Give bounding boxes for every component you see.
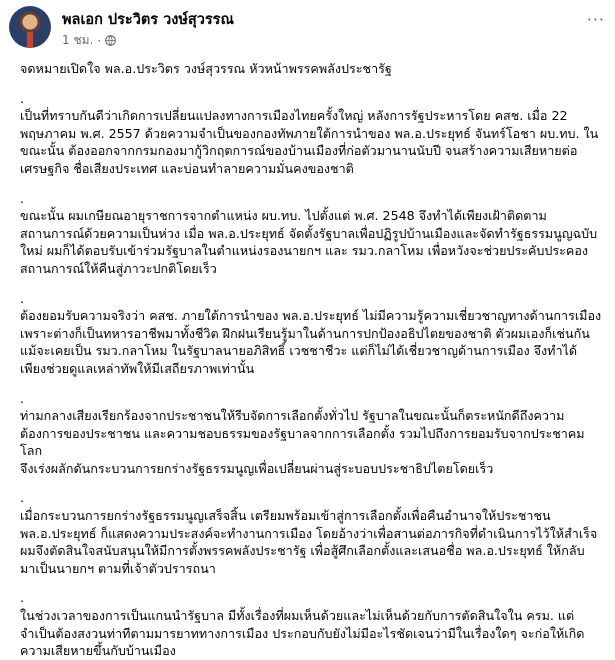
more-options-icon[interactable]: ··· xyxy=(586,10,605,29)
post-paragraph: . ขณะนั้น ผมเกษียณอายุราชการจากตำแหน่ง ผบ.ทบ. ไปตั้งแต่ พ.ศ. 2548 จึงทำได้เพียงเฝ้าติดตาม สถานการณ์ด้วยความเป็นห่วง เมื่อ พล.อ.ประยุทธ์ จัดตั้งรัฐบาลเพื่อปฏิรูปบ้านเมืองและจัดทำรัฐธรรมนูญฉบับ ใหม่ ผมก็ได้ตอบรับเข้าร่วมรัฐบาลในตำแหน่งรองนายกฯ และ รมว.กลาโหม เพื่อหวังจะช่วยประคับประคอง สถานการณ์ให้คืนสู่ภาวะปกติโดยเร็ว xyxy=(20,190,598,276)
post-paragraph: . ในช่วงเวลาของการเป็นแกนนำรัฐบาล มีทั้งเรื่องที่ผมเห็นด้วยและไม่เห็นด้วยกับการตัดสินใจใน ครม. แต่ จำเป็นต้องสงวนท่าทีตามมารยาททางการเมือง ประกอบกับยังไม่มีอะไรชัดเจนว่ามีในเรื่องใดๆ จะก่อให้เกิด ความเสียหายขึ้นกับบ้านเมือง xyxy=(20,590,585,659)
post-body xyxy=(20,60,605,660)
post-paragraph: . ท่ามกลางเสียงเรียกร้องจากประชาชนให้รีบจัดการเลือกตั้งทั่วไป รัฐบาลในขณะนั้นก็ตระหนักดีถึงความ ต้องการของประชาชน และความชอบธรรมของรัฐบาลจากการเลือกตั้ง รวมไปถึงการยอมรับจากประชาคมโลก จึงเร่งผลักดันกระบวนการยกร่างรัฐธรรมนูญเพื่อเปลี่ยนผ่านสู่ระบอบประชาธิปไตยโดยเร็ว xyxy=(20,390,585,476)
post-paragraph: . เป็นที่ทราบกันดีว่าเกิดการเปลี่ยนแปลงทางการเมืองไทยครั้งใหญ่ หลังการรัฐประหารโดย คสช. เมื่อ 22 พฤษภาคม พ.ศ. 2557 ด้วยความจำเป็นของกองทัพภายใต้การนำของ พล.อ.ประยุทธ์ จันทร์โอชา ผบ.ทบ. ใน ขณะนั้น ต้องออกจากกรมกองมากู้วิกฤตการณ์ของบ้านเมืองที่ก่อตัวมานานนับปี จนสร้างความเสียหายต่อ เศรษฐกิจ ชื่อเสียงประเทศ และบ่อนทำลายความมั่นคงของชาติ xyxy=(20,90,599,176)
post-paragraph: . ต้องยอมรับความจริงว่า คสช. ภายใต้การนำของ พล.อ.ประยุทธ์ ไม่มีความรู้ความเชี่ยวชาญทางด้านการเมือง เพราะต่างก็เป็นทหารอาชีพมาทั้งชีวิต ฝึกฝนเรียนรู้มาในด้านการปกป้องอธิปไตยของชาติ ตัวผมเองก็เช่นกัน แม้จะเคยเป็น รมว.กลาโหม ในรัฐบาลนายอภิสิทธิ์ เวชชาชีวะ แต่ก็ไม่ได้เชี่ยวชาญด้านการเมือง จึงทำได้ เพียงช่วยดูแลเหล่าทัพให้มีเสถียรภาพเท่านั้น xyxy=(20,290,602,376)
post-header xyxy=(0,0,615,56)
post-time[interactable]: 1 ชม. xyxy=(62,33,94,47)
post-paragraph: จดหมายเปิดใจ พล.อ.ประวิตร วงษ์สุวรรณ หัวหน้าพรรคพลังประชารัฐ xyxy=(20,61,392,76)
globe-icon xyxy=(105,35,116,46)
post-paragraph: . เมื่อกระบวนการยกร่างรัฐธรรมนูญเสร็จสิ้น เตรียมพร้อมเข้าสู่การเลือกตั้งเพื่อคืนอำนาจให้ประชาชน พล.อ.ประยุทธ์ ก็แสดงความประสงค์จะทำงานการเมือง โดยอ้างว่าเพื่อสานต่อภารกิจที่ดำเนินการไว้ให้สำเร็จ ผมจึงตัดสินใจสนับสนุนให้มีการตั้งพรรคพลังประชารัฐ เพื่อสู้ศึกเลือกตั้งและเสนอชื่อ พล.อ.ประยุทธ์ ให้กลับ มาเป็นนายกฯ ตามที่เจ้าตัวปรารถนา xyxy=(20,490,598,576)
author-name[interactable]: พลเอก ประวิตร วงษ์สุวรรณ xyxy=(62,12,234,28)
post-meta: 1 ชม. · xyxy=(62,31,116,50)
author-avatar[interactable] xyxy=(9,6,51,48)
